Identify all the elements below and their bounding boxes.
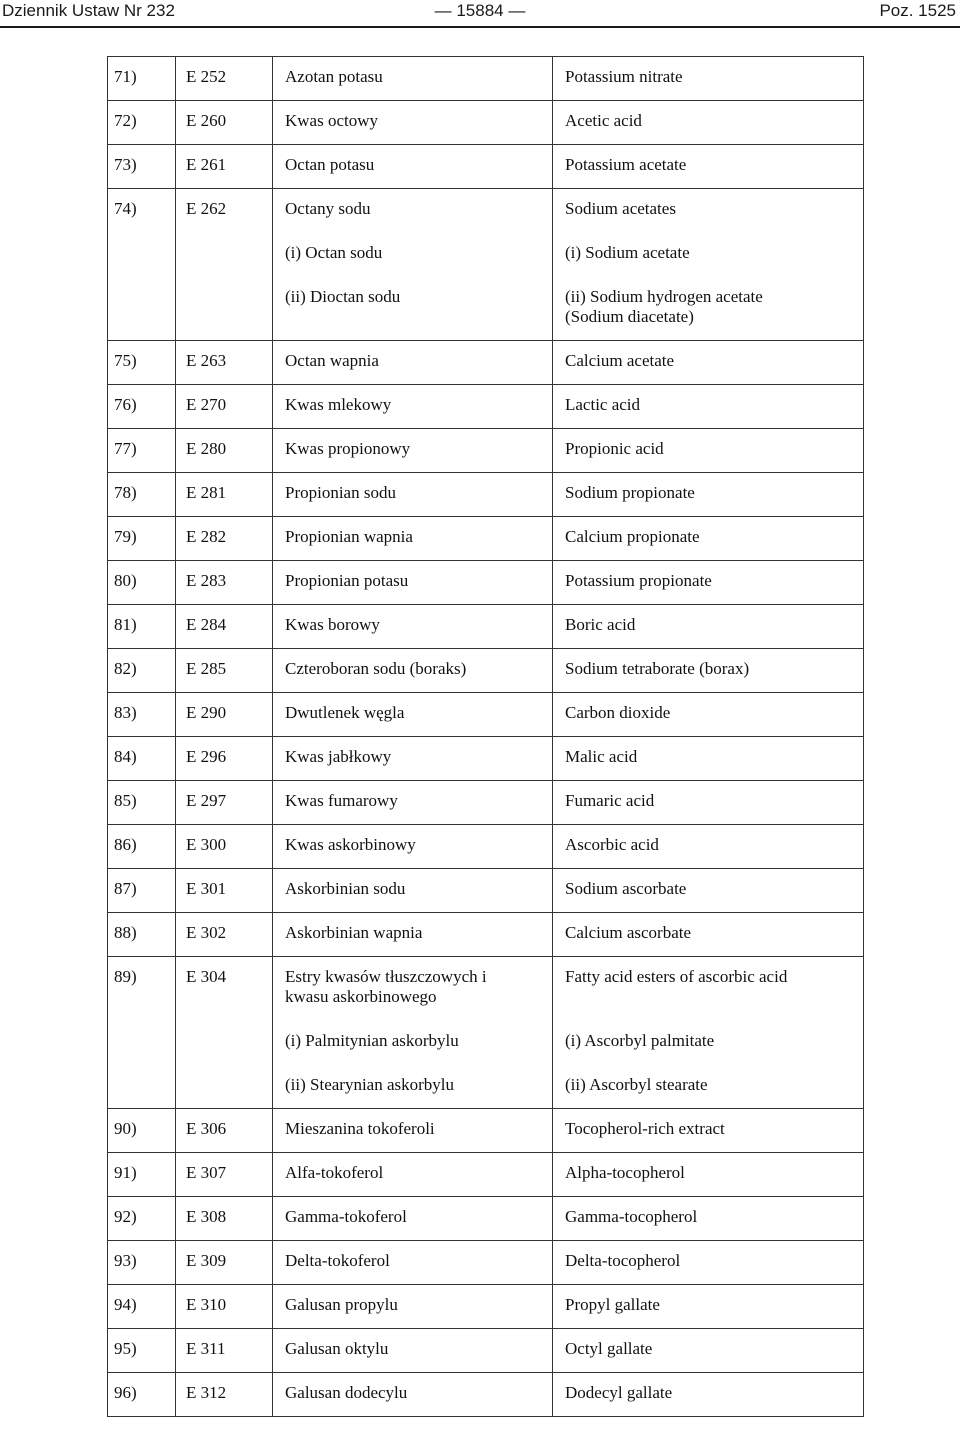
- english-name-cell: [553, 101, 864, 145]
- entry-number-cell: [108, 277, 176, 341]
- english-name-cell: [553, 233, 864, 277]
- polish-name-cell: [273, 1285, 553, 1329]
- polish-name-cell: [273, 189, 553, 233]
- english-name: Carbon dioxide: [565, 703, 671, 722]
- english-name-cell: [553, 737, 864, 781]
- polish-name-cell: [273, 825, 553, 869]
- table-subrow: [108, 1065, 864, 1109]
- entry-number-cell: [108, 1285, 176, 1329]
- entry-number: 86): [114, 835, 137, 854]
- english-name-cell: [553, 693, 864, 737]
- english-name-cell: [553, 1197, 864, 1241]
- polish-name: Kwas propionowy: [285, 439, 411, 458]
- entry-number: 71): [114, 67, 137, 86]
- e-code: E 285: [186, 659, 227, 678]
- e-code-cell: [176, 1197, 273, 1241]
- entry-number-cell: [108, 429, 176, 473]
- english-name: Sodium ascorbate: [565, 879, 687, 898]
- e-code-cell: [176, 277, 273, 341]
- english-name: Fumaric acid: [565, 791, 655, 810]
- english-name: Propyl gallate: [565, 1295, 660, 1314]
- e-code-cell: [176, 957, 273, 1021]
- english-name-cell: [553, 1021, 864, 1065]
- entry-number: 85): [114, 791, 137, 810]
- entry-number-cell: [108, 957, 176, 1021]
- entry-number: 73): [114, 155, 137, 174]
- polish-name-cell: [273, 277, 553, 341]
- entry-number-cell: [108, 101, 176, 145]
- polish-name: Kwas askorbinowy: [285, 835, 416, 854]
- entry-number-cell: [108, 1021, 176, 1065]
- polish-name-cell: [273, 517, 553, 561]
- english-name-cell: [553, 649, 864, 693]
- polish-name-cell: [273, 1109, 553, 1153]
- english-name-cell: [553, 825, 864, 869]
- english-name-cell: [553, 1285, 864, 1329]
- entry-number-cell: [108, 341, 176, 385]
- e-code: E 307: [186, 1163, 227, 1182]
- english-name: Alpha-tocopherol: [565, 1163, 685, 1182]
- table-row: [108, 1241, 864, 1285]
- e-code: E 290: [186, 703, 227, 722]
- entry-number: 74): [114, 199, 137, 218]
- entry-number: 75): [114, 351, 137, 370]
- english-name: (ii) Sodium hydrogen acetate (Sodium diacetate): [565, 286, 763, 326]
- polish-name-cell: [273, 1373, 553, 1417]
- table-row: [108, 473, 864, 517]
- polish-name: Octan wapnia: [285, 351, 379, 370]
- e-code-cell: [176, 1109, 273, 1153]
- entry-number-cell: [108, 1373, 176, 1417]
- entry-number-cell: [108, 561, 176, 605]
- polish-name: Askorbinian wapnia: [285, 923, 423, 942]
- entry-number-cell: [108, 825, 176, 869]
- e-code-cell: [176, 825, 273, 869]
- polish-name-cell: [273, 341, 553, 385]
- entry-number-cell: [108, 1109, 176, 1153]
- e-code: E 312: [186, 1383, 227, 1402]
- entry-number: 87): [114, 879, 137, 898]
- e-code: E 252: [186, 67, 227, 86]
- e-code: E 297: [186, 791, 227, 810]
- e-code-cell: [176, 1373, 273, 1417]
- english-name: Propionic acid: [565, 439, 664, 458]
- entry-number-cell: [108, 1241, 176, 1285]
- polish-name-cell: [273, 561, 553, 605]
- polish-name: Galusan propylu: [285, 1295, 398, 1314]
- english-name-cell: [553, 1373, 864, 1417]
- polish-name: Octan potasu: [285, 155, 375, 174]
- e-code-cell: [176, 649, 273, 693]
- english-name-cell: [553, 385, 864, 429]
- english-name: Tocopherol-rich extract: [565, 1119, 725, 1138]
- english-name: (i) Sodium acetate: [565, 242, 690, 262]
- e-code-cell: [176, 1329, 273, 1373]
- e-code-cell: [176, 869, 273, 913]
- polish-name: Galusan oktylu: [285, 1339, 389, 1358]
- entry-number-cell: [108, 385, 176, 429]
- e-code: [186, 233, 272, 243]
- e-code-cell: [176, 101, 273, 145]
- english-name-cell: [553, 341, 864, 385]
- table-row: [108, 1153, 864, 1197]
- polish-name-cell: [273, 605, 553, 649]
- table-subrow: [108, 277, 864, 341]
- entry-number: [114, 1021, 175, 1031]
- english-name: Sodium acetates: [565, 199, 676, 218]
- polish-name: Kwas jabłkowy: [285, 747, 392, 766]
- table-row: [108, 913, 864, 957]
- polish-name: Delta-tokoferol: [285, 1251, 390, 1270]
- entry-number: 78): [114, 483, 137, 502]
- english-name-cell: [553, 781, 864, 825]
- entry-number: 83): [114, 703, 137, 722]
- e-code-cell: [176, 1153, 273, 1197]
- page-header: [0, 0, 960, 28]
- polish-name: Galusan dodecylu: [285, 1383, 408, 1402]
- entry-number: 90): [114, 1119, 137, 1138]
- english-name: (i) Ascorbyl palmitate: [565, 1030, 715, 1050]
- english-name: Ascorbic acid: [565, 835, 659, 854]
- polish-name: (i) Octan sodu: [285, 242, 383, 262]
- polish-name-cell: [273, 385, 553, 429]
- english-name: Potassium acetate: [565, 155, 687, 174]
- entry-number-cell: [108, 913, 176, 957]
- polish-name: Czteroboran sodu (boraks): [285, 659, 467, 678]
- entry-number-cell: [108, 145, 176, 189]
- e-code: E 280: [186, 439, 227, 458]
- page-number: — 15884 —: [434, 1, 526, 20]
- english-name: Acetic acid: [565, 111, 642, 130]
- e-code: E 282: [186, 527, 227, 546]
- english-name-cell: [553, 1109, 864, 1153]
- entry-number: 93): [114, 1251, 137, 1270]
- english-name-cell: [553, 1241, 864, 1285]
- polish-name: Estry kwasów tłuszczowych i kwasu askorbinowego: [285, 967, 487, 1006]
- english-name: Lactic acid: [565, 395, 641, 414]
- journal-title: Dziennik Ustaw Nr 232: [2, 1, 175, 20]
- polish-name: Kwas borowy: [285, 615, 380, 634]
- table-row: [108, 781, 864, 825]
- e-code: E 301: [186, 879, 227, 898]
- entry-number: 79): [114, 527, 137, 546]
- table-row: [108, 825, 864, 869]
- table-row: [108, 649, 864, 693]
- table-row: [108, 189, 864, 233]
- polish-name: Kwas mlekowy: [285, 395, 392, 414]
- entry-number: 89): [114, 967, 137, 986]
- entry-number-cell: [108, 473, 176, 517]
- e-code-cell: [176, 1065, 273, 1109]
- english-name-cell: [553, 1329, 864, 1373]
- table-row: [108, 385, 864, 429]
- english-name: (ii) Ascorbyl stearate: [565, 1074, 708, 1094]
- english-name-cell: [553, 869, 864, 913]
- e-code: E 311: [186, 1339, 226, 1358]
- e-code: E 306: [186, 1119, 227, 1138]
- table-row: [108, 57, 864, 101]
- e-code: E 281: [186, 483, 227, 502]
- polish-name: Propionian potasu: [285, 571, 409, 590]
- polish-name: Askorbinian sodu: [285, 879, 406, 898]
- table-row: [108, 341, 864, 385]
- e-code-cell: [176, 1241, 273, 1285]
- entry-number-cell: [108, 1329, 176, 1373]
- english-name: Boric acid: [565, 615, 636, 634]
- polish-name: (ii) Dioctan sodu: [285, 286, 401, 306]
- entry-number-cell: [108, 189, 176, 233]
- entry-number-cell: [108, 1065, 176, 1109]
- e-code: E 261: [186, 155, 227, 174]
- polish-name: (ii) Stearynian askorbylu: [285, 1074, 455, 1094]
- e-code-cell: [176, 693, 273, 737]
- position-number: Poz. 1525: [879, 1, 956, 20]
- table-row: [108, 1285, 864, 1329]
- entry-number: 72): [114, 111, 137, 130]
- table-row: [108, 1109, 864, 1153]
- entry-number: 94): [114, 1295, 137, 1314]
- polish-name-cell: [273, 101, 553, 145]
- entry-number: 88): [114, 923, 137, 942]
- table-row: [108, 957, 864, 1021]
- table-row: [108, 517, 864, 561]
- entry-number-cell: [108, 517, 176, 561]
- english-name: Calcium ascorbate: [565, 923, 692, 942]
- table-row: [108, 1197, 864, 1241]
- e-code: [186, 1021, 272, 1031]
- e-code-cell: [176, 145, 273, 189]
- additives-table-body: [108, 57, 864, 1417]
- polish-name: Kwas fumarowy: [285, 791, 398, 810]
- english-name-cell: [553, 1065, 864, 1109]
- entry-number: 76): [114, 395, 137, 414]
- e-code-cell: [176, 781, 273, 825]
- table-row: [108, 693, 864, 737]
- english-name-cell: [553, 473, 864, 517]
- polish-name: Propionian wapnia: [285, 527, 413, 546]
- table-row: [108, 869, 864, 913]
- english-name: Potassium nitrate: [565, 67, 683, 86]
- e-code-cell: [176, 561, 273, 605]
- e-code: E 270: [186, 395, 227, 414]
- e-code-cell: [176, 429, 273, 473]
- e-code: E 296: [186, 747, 227, 766]
- english-name: Fatty acid esters of ascorbic acid: [565, 967, 788, 986]
- table-row: [108, 1329, 864, 1373]
- polish-name: Dwutlenek węgla: [285, 703, 405, 722]
- entry-number: [114, 233, 175, 243]
- e-code: E 283: [186, 571, 227, 590]
- e-code-cell: [176, 605, 273, 649]
- e-code-cell: [176, 913, 273, 957]
- english-name-cell: [553, 517, 864, 561]
- entry-number: [114, 1065, 175, 1075]
- entry-number-cell: [108, 737, 176, 781]
- polish-name-cell: [273, 737, 553, 781]
- english-name: Calcium propionate: [565, 527, 700, 546]
- e-code-cell: [176, 341, 273, 385]
- table-row: [108, 605, 864, 649]
- polish-name-cell: [273, 1197, 553, 1241]
- polish-name-cell: [273, 233, 553, 277]
- entry-number-cell: [108, 233, 176, 277]
- e-code-cell: [176, 1285, 273, 1329]
- e-code: E 263: [186, 351, 227, 370]
- polish-name: Alfa-tokoferol: [285, 1163, 384, 1182]
- table-row: [108, 101, 864, 145]
- e-code-cell: [176, 233, 273, 277]
- english-name: Dodecyl gallate: [565, 1383, 673, 1402]
- table-row: [108, 737, 864, 781]
- english-name-cell: [553, 957, 864, 1021]
- e-code: E 302: [186, 923, 227, 942]
- e-code-cell: [176, 473, 273, 517]
- polish-name-cell: [273, 429, 553, 473]
- polish-name: Mieszanina tokoferoli: [285, 1119, 435, 1138]
- e-code-cell: [176, 385, 273, 429]
- e-code: E 284: [186, 615, 227, 634]
- polish-name: Propionian sodu: [285, 483, 396, 502]
- entry-number: 96): [114, 1383, 137, 1402]
- e-code-cell: [176, 189, 273, 233]
- entry-number-cell: [108, 1197, 176, 1241]
- table-row: [108, 1373, 864, 1417]
- english-name: Sodium propionate: [565, 483, 695, 502]
- english-name: Octyl gallate: [565, 1339, 653, 1358]
- polish-name-cell: [273, 693, 553, 737]
- polish-name: Gamma-tokoferol: [285, 1207, 407, 1226]
- polish-name-cell: [273, 1329, 553, 1373]
- polish-name-cell: [273, 57, 553, 101]
- polish-name-cell: [273, 869, 553, 913]
- english-name: Gamma-tocopherol: [565, 1207, 698, 1226]
- english-name: Malic acid: [565, 747, 638, 766]
- english-name-cell: [553, 277, 864, 341]
- e-code-cell: [176, 57, 273, 101]
- polish-name: Azotan potasu: [285, 67, 383, 86]
- entry-number-cell: [108, 57, 176, 101]
- english-name: Potassium propionate: [565, 571, 712, 590]
- english-name: Calcium acetate: [565, 351, 675, 370]
- entry-number: 77): [114, 439, 137, 458]
- e-code: E 304: [186, 967, 227, 986]
- english-name-cell: [553, 561, 864, 605]
- entry-number: 80): [114, 571, 137, 590]
- english-name-cell: [553, 1153, 864, 1197]
- polish-name-cell: [273, 781, 553, 825]
- e-code: E 309: [186, 1251, 227, 1270]
- polish-name-cell: [273, 1153, 553, 1197]
- entry-number-cell: [108, 693, 176, 737]
- english-name-cell: [553, 57, 864, 101]
- polish-name-cell: [273, 1065, 553, 1109]
- english-name-cell: [553, 429, 864, 473]
- polish-name: Octany sodu: [285, 199, 371, 218]
- polish-name-cell: [273, 957, 553, 1021]
- e-code: [186, 1065, 272, 1075]
- table-row: [108, 561, 864, 605]
- e-code-cell: [176, 737, 273, 781]
- english-name: Sodium tetraborate (borax): [565, 659, 750, 678]
- e-code: E 262: [186, 199, 227, 218]
- table-subrow: [108, 1021, 864, 1065]
- entry-number: 92): [114, 1207, 137, 1226]
- e-code: E 300: [186, 835, 227, 854]
- polish-name-cell: [273, 649, 553, 693]
- polish-name: Kwas octowy: [285, 111, 379, 130]
- table-row: [108, 429, 864, 473]
- e-code: [186, 277, 272, 287]
- entry-number: 91): [114, 1163, 137, 1182]
- additives-table: [107, 56, 864, 1417]
- english-name-cell: [553, 605, 864, 649]
- entry-number-cell: [108, 869, 176, 913]
- english-name: Delta-tocopherol: [565, 1251, 681, 1270]
- e-code-cell: [176, 517, 273, 561]
- polish-name: (i) Palmitynian askorbylu: [285, 1030, 459, 1050]
- polish-name-cell: [273, 1021, 553, 1065]
- entry-number-cell: [108, 1153, 176, 1197]
- entry-number: 82): [114, 659, 137, 678]
- e-code: E 310: [186, 1295, 227, 1314]
- polish-name-cell: [273, 913, 553, 957]
- entry-number: 84): [114, 747, 137, 766]
- polish-name-cell: [273, 1241, 553, 1285]
- header-rule: [0, 26, 960, 28]
- polish-name-cell: [273, 473, 553, 517]
- english-name-cell: [553, 189, 864, 233]
- entry-number: [114, 277, 175, 287]
- table-row: [108, 145, 864, 189]
- english-name-cell: [553, 913, 864, 957]
- entry-number: 95): [114, 1339, 137, 1358]
- e-code: E 260: [186, 111, 227, 130]
- entry-number-cell: [108, 605, 176, 649]
- entry-number: 81): [114, 615, 137, 634]
- entry-number-cell: [108, 781, 176, 825]
- polish-name-cell: [273, 145, 553, 189]
- english-name-cell: [553, 145, 864, 189]
- entry-number-cell: [108, 649, 176, 693]
- table-subrow: [108, 233, 864, 277]
- e-code-cell: [176, 1021, 273, 1065]
- e-code: E 308: [186, 1207, 227, 1226]
